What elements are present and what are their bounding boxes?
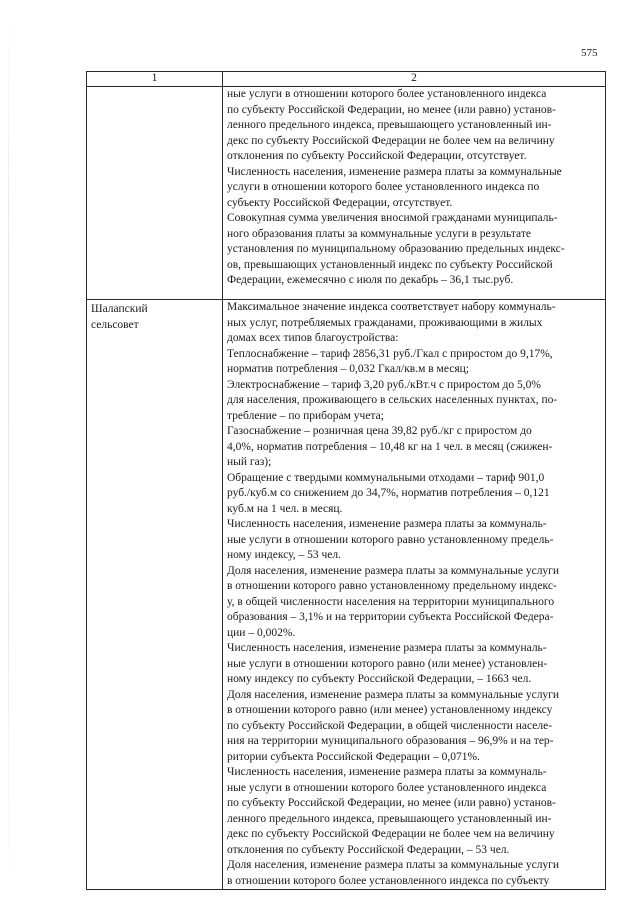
description-line: ному индексу, – 53 чел.	[227, 549, 341, 561]
description-line: декс по субъекту Российской Федерации не более чем на величину	[227, 828, 555, 840]
description-line: ные услуги в отношении которого более установленного индекса	[227, 88, 547, 100]
description-line: образования – 3,1% и на территории субъекта Российской Федера-	[227, 611, 554, 623]
description-line: Численность населения, изменение размера платы за коммунальные	[227, 165, 562, 178]
description-line: Газоснабжение – розничная цена 39,82 руб./кг с приростом до	[227, 425, 532, 437]
description-line: декс по субъекту Российской Федерации не более чем на величину	[227, 134, 555, 147]
description-line: установления по муниципальному образованию предельных индекс-	[227, 243, 565, 255]
description-line: Совокупная сумма увеличения вносимой гражданами муниципаль-	[227, 212, 558, 224]
description-line: Максимальное значение индекса соответствует набору коммуналь-	[227, 301, 556, 313]
description-line: Доля населения, изменение размера платы за коммунальные услуги	[227, 688, 560, 701]
document-table	[86, 71, 606, 890]
description-line: услуги в отношении которого более установленного индекса по	[227, 181, 540, 193]
description-line: требление – по приборам учета;	[227, 409, 384, 422]
description-line: по субъекту Российской Федерации, в общей численности населе-	[227, 719, 553, 732]
description-line: ные услуги в отношении которого равно (или менее) установлен-	[227, 657, 548, 670]
description-cell	[223, 87, 606, 300]
table-row	[87, 87, 606, 300]
description-line: отклонения по субъекту Российской Федерации, отсутствует.	[227, 150, 527, 162]
description-line: Электроснабжение – тариф 3,20 руб./кВт.ч с приростом до 5,0%	[227, 378, 541, 391]
description-line: куб.м на 1 чел. в месяц.	[227, 502, 343, 515]
description-line: ния на территории муниципального образования – 96,9% и на тер-	[227, 735, 554, 747]
description-line: в отношении которого равно (или менее) установленному индексу	[227, 704, 553, 716]
description-line: ленного предельного индекса, превышающего установленный ин-	[227, 812, 552, 825]
column-header-1: 1	[87, 72, 223, 87]
description-line: ции – 0,002%.	[227, 626, 296, 639]
municipality-name-cell	[87, 87, 223, 300]
description-line: у, в общей численности населения на территории муниципального	[227, 595, 555, 608]
description-line: 4,0%, норматив потребления – 10,48 кг на 1 чел. в месяц (сжижен-	[227, 440, 553, 453]
description-line: Обращение с твердыми коммунальными отходами – тариф 901,0	[227, 471, 545, 484]
description-line: Численность населения, изменение размера платы за коммуналь-	[227, 518, 547, 530]
description-line: норматив потребления – 0,032 Гкал/кв.м в месяц;	[227, 363, 469, 375]
municipality-name-line: Шалапский	[91, 303, 148, 315]
description-line: Численность населения, изменение размера платы за коммуналь-	[227, 642, 547, 654]
description-line: Теплоснабжение – тариф 2856,31 руб./Гкал с приростом до 9,17%,	[227, 347, 553, 360]
description-line: отклонения по субъекту Российской Федерации, – 53 чел.	[227, 843, 510, 856]
description-line: Доля населения, изменение размера платы за коммунальные услуги	[227, 859, 560, 871]
description-line: ленного предельного индекса, превышающего установленный ин-	[227, 119, 552, 131]
municipality-name-cell	[87, 300, 223, 890]
scan-edge	[8, 0, 9, 905]
description-line: Федерации, ежемесячно с июля по декабрь – 36,1 тыс.руб.	[227, 274, 514, 286]
description-line: ов, превышающих установленный индекс по субъекту Российской	[227, 258, 553, 271]
description-line: домах всех типов благоустройства:	[227, 332, 399, 344]
description-line: Численность населения, изменение размера платы за коммуналь-	[227, 766, 547, 778]
description-line: для населения, проживающего в сельских населенных пунктах, по-	[227, 394, 558, 406]
table-header-row	[87, 72, 606, 87]
description-cell	[223, 300, 606, 890]
description-line: по субъекту Российской Федерации, но менее (или равно) установ-	[227, 797, 556, 809]
description-line: ные услуги в отношении которого более установленного индекса	[227, 781, 547, 794]
description-line: ному индексу по субъекту Российской Федерации, – 1663 чел.	[227, 673, 532, 685]
municipality-name-line: сельсовет	[91, 318, 139, 331]
description-line: руб./куб.м со снижением до 34,7%, норматив потребления – 0,121	[227, 487, 550, 499]
description-line: ритории субъекта Российской Федерации – 0,071%.	[227, 750, 480, 763]
description-line: в отношении которого равно установленному предельному индекс-	[227, 580, 557, 592]
description-line: ных услуг, потребляемых гражданами, проживающими в жилых	[227, 316, 543, 329]
page-number: 575	[581, 47, 598, 59]
description-line: Доля населения, изменение размера платы за коммунальные услуги	[227, 564, 560, 577]
table-row	[87, 300, 606, 890]
column-header-2: 2	[223, 72, 606, 87]
description-line: ные услуги в отношении которого равно установленному предель-	[227, 533, 554, 546]
description-line: ный газ);	[227, 456, 272, 468]
description-line: субъекту Российской Федерации, отсутствует.	[227, 196, 453, 209]
description-line: в отношении которого более установленного индекса по субъекту	[227, 874, 550, 887]
description-line: ного образования платы за коммунальные услуги в результате	[227, 227, 531, 240]
description-line: по субъекту Российской Федерации, но менее (или равно) установ-	[227, 103, 556, 116]
